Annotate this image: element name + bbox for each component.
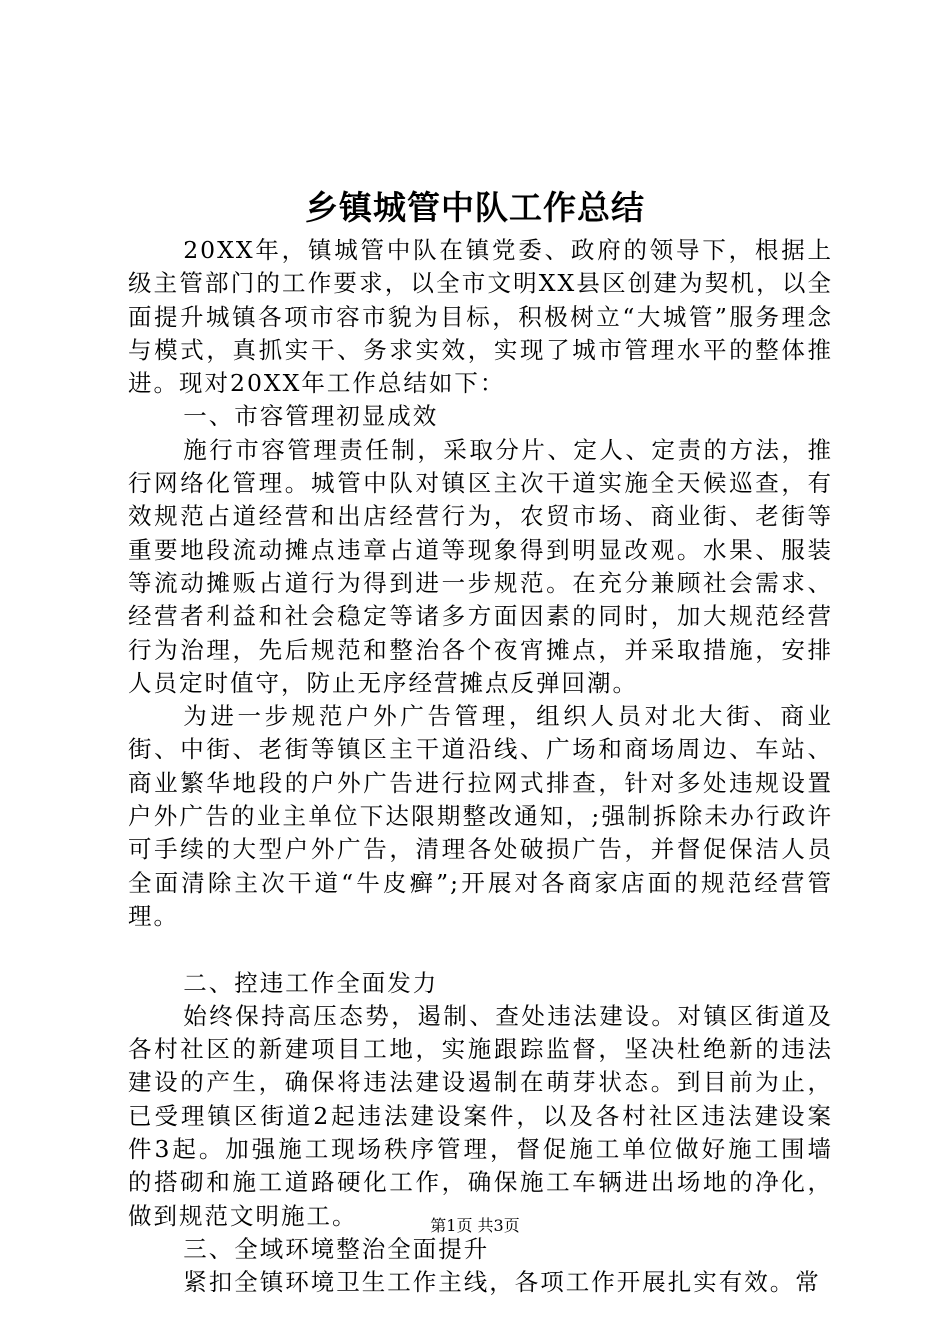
paragraph-spacer: [128, 933, 833, 966]
section-1-paragraph-2: 为进一步规范户外广告管理，组织人员对北大街、商业街、中街、老街等镇区主干道沿线、广场和商场周边、车站、商业繁华地段的户外广告进行拉网式排查，针对多处违规设置户外广告的业主单位下达限期整改通知，;强制拆除未办行政许可手续的大型户外广告，清理各处破损广告，并督促保洁人员全面清除主次干道“牛皮癣”;开展对各商家店面的规范经营管理。: [128, 702, 833, 930]
page-footer: 第1页 共3页: [430, 1216, 520, 1235]
intro-paragraph: 20XX年，镇城管中队在镇党委、政府的领导下，根据上级主管部门的工作要求，以全市文明XX县区创建为契机，以全面提升城镇各项市容市貌为目标，积极树立“大城管”服务理念与模式，真抓实干、务求实效，实现了城市管理水平的整体推进。现对20XX年工作总结如下：: [128, 236, 833, 398]
document-title: 乡镇城管中队工作总结: [305, 188, 645, 227]
section-3-paragraph-1: 紧扣全镇环境卫生工作主线，各项工作开展扎实有效。常: [183, 1268, 821, 1297]
section-heading-2: 二、控违工作全面发力: [183, 968, 439, 997]
section-heading-3: 三、全域环境整治全面提升: [183, 1234, 490, 1263]
document-body: [128, 234, 833, 1300]
section-1-paragraph-1: 施行市容管理责任制，采取分片、定人、定责的方法，推行网络化管理。城管中队对镇区主次干道实施全天候巡查，有效规范占道经营和出店经营行为，农贸市场、商业街、老街等重要地段流动摊点违章占道等现象得到明显改观。水果、服装等流动摊贩占道行为得到进一步规范。在充分兼顾社会需求、经营者利益和社会稳定等诸多方面因素的同时，加大规范经营行为治理，先后规范和整治各个夜宵摊点，并采取措施，安排人员定时值守，防止无序经营摊点反弹回潮。: [128, 435, 833, 697]
section-2-paragraph-1: 始终保持高压态势，遏制、查处违法建设。对镇区街道及各村社区的新建项目工地，实施跟踪监督，坚决杜绝新的违法建设的产生，确保将违法建设遏制在萌芽状态。到目前为止，已受理镇区街道2起违法建设案件，以及各村社区违法建设案件3起。加强施工现场秩序管理，督促施工单位做好施工围墙的搭砌和施工道路硬化工作，确保施工车辆进出场地的净化，做到规范文明施工。: [128, 1001, 833, 1230]
section-heading-1: 一、市容管理初显成效: [183, 402, 439, 431]
